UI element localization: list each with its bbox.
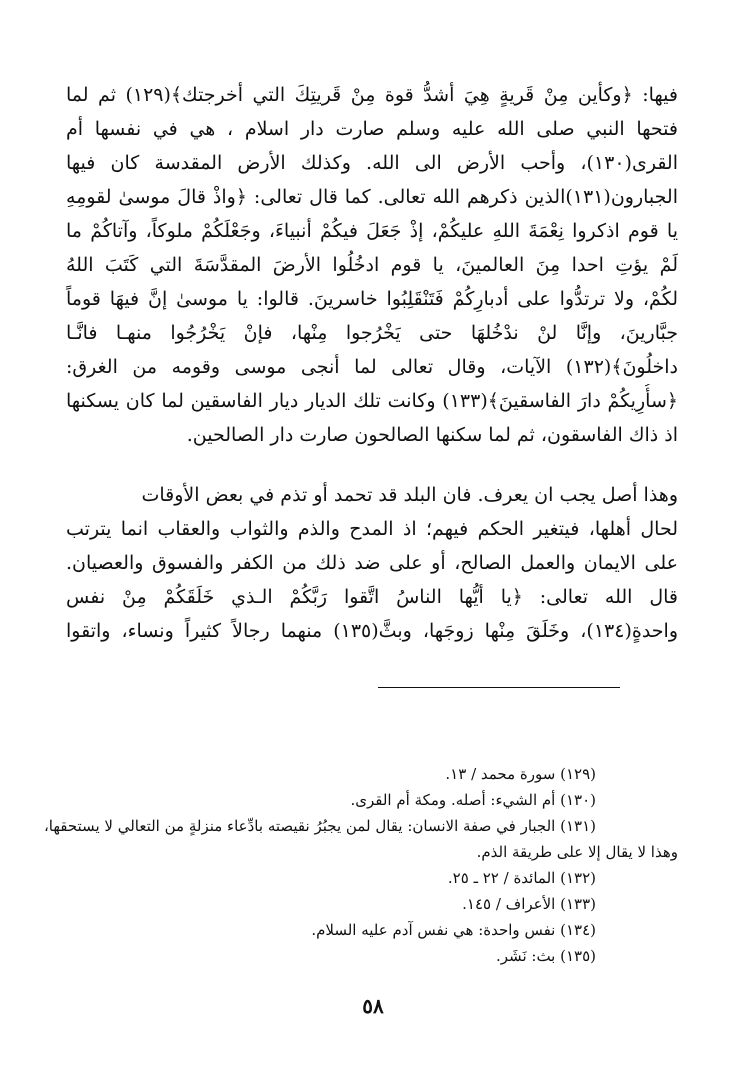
footnote-129: (١٢٩) سورة محمد / ١٣. <box>445 765 596 783</box>
footnote-132: (١٣٢) المائدة / ٢٢ ـ ٢٥. <box>447 869 596 887</box>
footnote-133: (١٣٣) الأعراف / ١٤٥. <box>462 895 596 913</box>
body-line-5: يا قوم اذكروا نِعْمَةَ اللهِ عليكُمْ، إذْ جَعَلَ فيكُمْ أنبياءَ، وجَعْلَكُمْ ملوكاً، وآتاكُمْ ما <box>66 220 678 242</box>
body-line-10: ﴿سأُرِيكُمْ دارَ الفاسقينَ﴾(١٣٣) وكانت تلك الديار ديار الفاسقين لما كان يسكنها <box>66 390 678 412</box>
body-line-9: داخلُونَ﴾(١٣٢) الآيات، وقال تعالى لما أنجى موسى وقومه من الغرق: <box>66 356 678 378</box>
body-line-6: لَمْ يؤتِ احدا مِنَ العالمينَ، يا قوم ادخُلُوا الأرضَ المقدَّسَةَ التي كَتَبَ اللهُ <box>66 254 678 276</box>
body-line-15: قال الله تعالى: ﴿يا أيُّها الناسُ اتَّقوا رَبَّكُمْ الـذي خَلَقَكُمْ مِنْ نفس <box>66 586 678 608</box>
body-line-3: القرى(١٣٠)، وأحب الأرض الى الله. وكذلك الأرض المقدسة كان فيها <box>66 152 678 174</box>
body-line-11: اذ ذاك الفاسقون، ثم لما سكنها الصالحون صارت دار الصالحين. <box>186 424 678 446</box>
footnote-135: (١٣٥) بث: نَشَر. <box>496 947 596 965</box>
page-number: ٥٨ <box>362 994 384 1018</box>
body-line-8: جبَّارينَ، وإنَّا لنْ ندْخُلهَا حتى يَخْرُجوا مِنْها، فإنْ يَخْرُجُوا منهـا فانَّـا <box>66 322 678 344</box>
body-line-1: فيها: ﴿وكأين مِنْ قَريةٍ هِيَ أشدُّ قوة مِنْ قَريتِكَ التي أخرجتك﴾(١٢٩) ثم لما <box>66 84 678 106</box>
footnote-131: (١٣١) الجبار في صفة الانسان: يقال لمن يجبُرُ نقيصته بادِّعاء منزلةٍ من التعالي لا يستحقها، <box>43 817 596 835</box>
body-line-14: على الايمان والعمل الصالح، أو على ضد ذلك من الكفر والفسوق والعصيان. <box>66 552 678 574</box>
body-line-13: لحال أهلها، فيتغير الحكم فيهم؛ اذ المدح والذم والثواب والعقاب انما يترتب <box>66 518 678 540</box>
footnote-131-continuation: وهذا لا يقال إلا على طريقة الذم. <box>476 843 678 861</box>
body-line-4: الجبارون(١٣١)الذين ذكرهم الله تعالى. كما قال تعالى: ﴿واذْ قالَ موسىٰ لقومِهِ <box>66 186 678 208</box>
body-line-2: فتحها النبي صلى الله عليه وسلم صارت دار اسلام ، هي في نفسها أم <box>66 118 678 140</box>
footnote-separator <box>378 687 620 688</box>
footnote-134: (١٣٤) نفس واحدة: هي نفس آدم عليه السلام. <box>311 921 596 939</box>
body-line-12: وهذا أصل يجب ان يعرف. فان البلد قد تحمد أو تذم في بعض الأوقات <box>141 484 678 506</box>
body-line-7: لكُمْ، ولا ترتدُّوا على أدبارِكُمْ فَتَنْقَلِبُوا خاسرينَ. قالوا: يا موسىٰ إنَّ فيهَا قوماً <box>66 288 678 310</box>
body-line-16: واحدةٍ(١٣٤)، وخَلَقَ مِنْها زوجَها، وبثَّ(١٣٥) منهما رجالاً كثيراً ونساء، واتقوا <box>66 620 678 642</box>
footnote-130: (١٣٠) أم الشيء: أصله. ومكة أم القرى. <box>350 791 596 809</box>
